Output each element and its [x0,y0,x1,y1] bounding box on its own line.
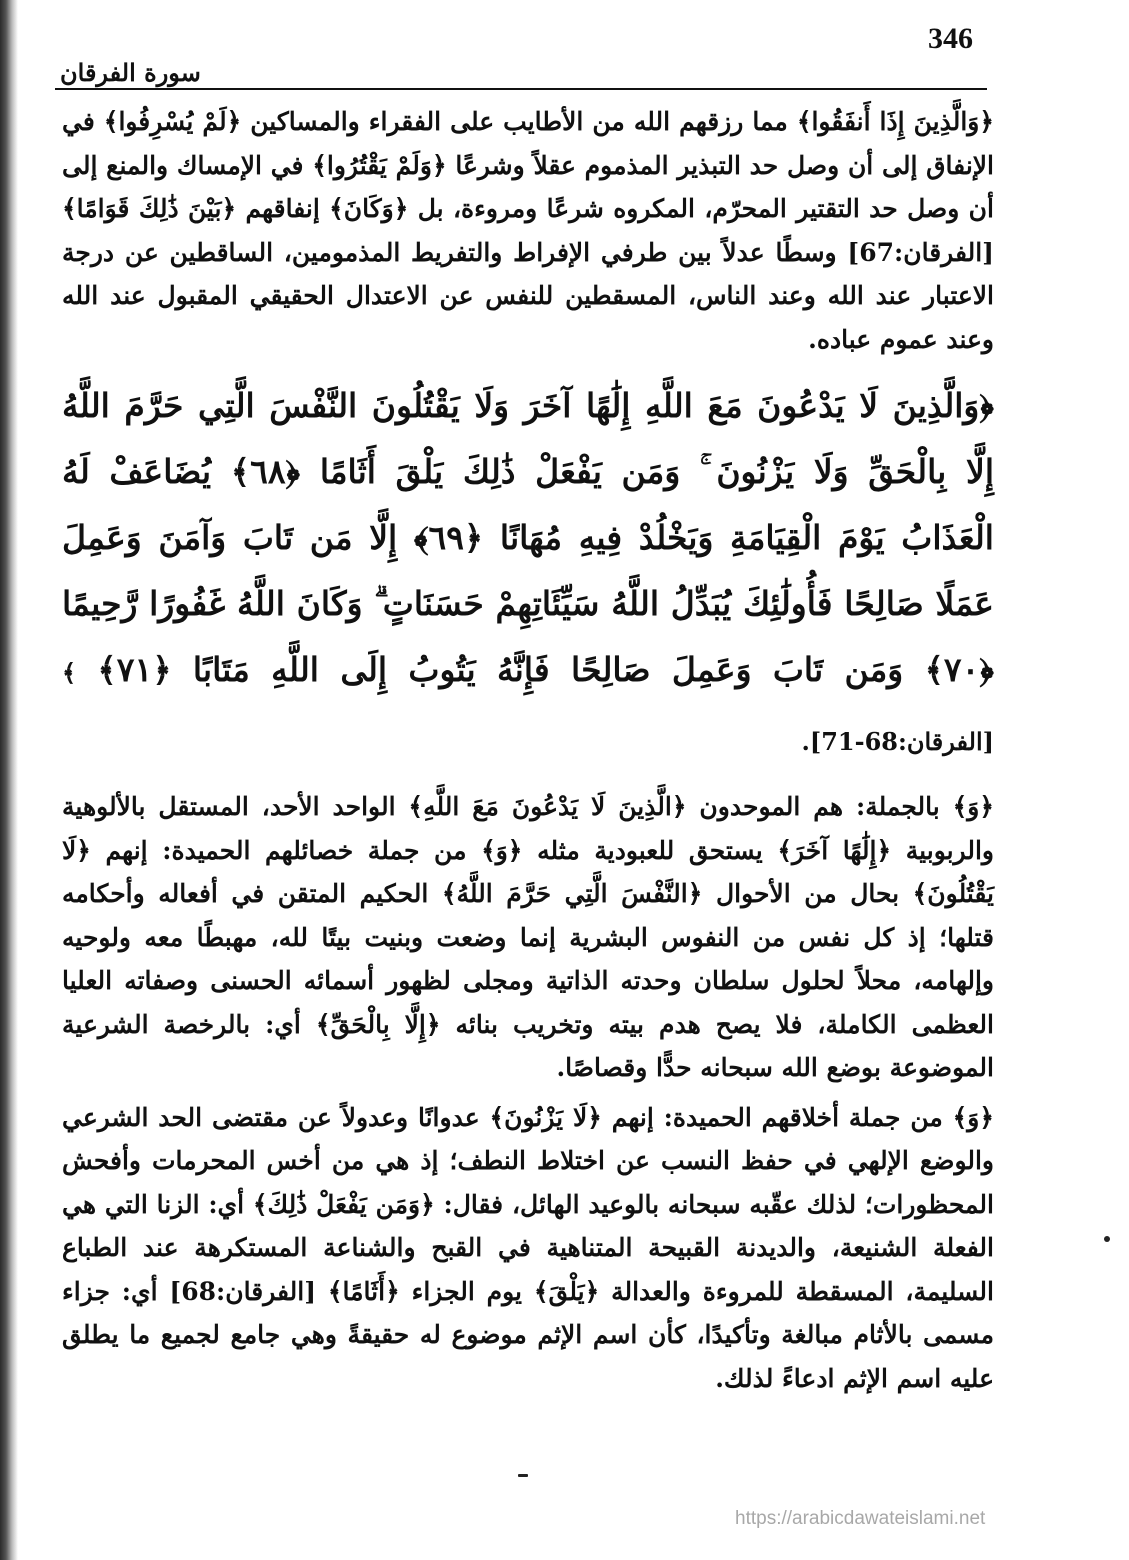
page-number: 346 [928,22,973,55]
footer-url[interactable]: https://arabicdawateislami.net [735,1508,986,1529]
verse-text: ﴿وَالَّذِينَ لَا يَدْعُونَ مَعَ اللَّهِ إِلَٰهًا آخَرَ وَلَا يَقْتُلُونَ النَّفْسَ الَّتِي حَرَّمَ اللَّهُ إِلَّا بِالْحَقِّ وَلَا يَزْنُونَ ۚ وَمَن يَفْعَلْ ذَٰلِكَ يَلْقَ أَثَامًا ﴿٦٨﴾ يُضَاعَفْ لَهُ الْعَذَابُ يَوْمَ الْقِيَامَةِ وَيَخْلُدْ فِيهِ مُهَانًا ﴿٦٩﴾ إِلَّا مَن تَابَ وَآمَنَ وَعَمِلَ عَمَلًا صَالِحًا فَأُولَٰئِكَ يُبَدِّلُ اللَّهُ سَيِّئَاتِهِمْ حَسَنَاتٍ ۗ وَكَانَ اللَّهُ غَفُورًا رَّحِيمًا ﴿٧٠﴾ وَمَن تَابَ وَعَمِلَ صَالِحًا فَإِنَّهُ يَتُوبُ إِلَى اللَّهِ مَتَابًا ﴿٧١﴾ [62,386,995,689]
paragraph-intro: ﴿وَالَّذِينَ إِذَا أَنفَقُوا﴾ مما رزقهم الله من الأطايب على الفقراء والمساكين ﴿لَمْ يُسْرِفُوا﴾ في الإنفاق إلى أن وصل حد التبذير المذموم عقلاً وشرعًا ﴿وَلَمْ يَقْتُرُوا﴾ في الإمساك والمنع إلى أن وصل حد التقتير المحرّم، المكروه شرعًا ومروءة، بل ﴿وَكَانَ﴾ إنفاقهم ﴿بَيْنَ ذَٰلِكَ قَوَامًا﴾ [الفرقان:67] وسطًا عدلاً بين طرفي الإفراط والتفريط المذمومين، الساقطين عن درجة الاعتبار عند الله وعند الناس، المسقطين للنفس عن الاعتدال الحقيقي المقبول عند الله وعند عموم عباده. [62,107,994,354]
quran-verse-block [62,373,994,775]
paragraph-commentary-1: ﴿وَ﴾ بالجملة: هم الموحدون ﴿الَّذِينَ لَا يَدْعُونَ مَعَ اللَّهِ﴾ الواحد الأحد، المستقل بالألوهية والربوبية ﴿إِلَٰهًا آخَرَ﴾ يستحق للعبودية مثله ﴿وَ﴾ من جملة خصائلهم الحميدة: إنهم ﴿لَا يَقْتُلُونَ﴾ بحال من الأحوال ﴿النَّفْسَ الَّتِي حَرَّمَ اللَّهُ﴾ الحكيم المتقن في أفعاله وأحكامه قتلها؛ إذ كل نفس من النفوس البشرية إنما وضعت وبنيت بيتًا لله، مهبطًا معه ولوحيه وإلهامه، محلاً لحلول سلطان وحدته الذاتية ومجلى لظهور أسمائه الحسنى وصفاته العليا العظمى الكاملة، فلا يصح هدم بيته وتخريب بنائه ﴿إِلَّا بِالْحَقِّ﴾ أي: بالرخصة الشرعية الموضوعة بوضع الله سبحانه حدًّا وقصاصًا. [62,792,994,1082]
surah-title: سورة الفرقان [60,58,201,87]
scan-speck [518,1474,528,1477]
verse-reference: ﴾ [الفرقان:68-71]. [62,658,994,756]
scan-speck [1104,1236,1110,1242]
header-rule [55,88,987,90]
page-body [62,100,994,1400]
paragraph-commentary-2: ﴿وَ﴾ من جملة أخلاقهم الحميدة: إنهم ﴿لَا يَزْنُونَ﴾ عدوانًا وعدولاً عن مقتضى الحد الشرعي والوضع الإلهي في حفظ النسب عن اختلاط النطف؛ إذ هي من أخس المحرمات وأفحش المحظورات؛ لذلك عقّبه سبحانه بالوعيد الهائل، فقال: ﴿وَمَن يَفْعَلْ ذَٰلِكَ﴾ أي: الزنا التي هي الفعلة الشنيعة، والديدنة القبيحة المتناهية في القبح والشناعة المستكرهة عند الطباع السليمة، المسقطة للمروءة والعدالة ﴿يَلْقَ﴾ يوم الجزاء ﴿أَثَامًا﴾ [الفرقان:68] أي: جزاء مسمى بالأثام مبالغة وتأكيدًا، كأن اسم الإثم موضوع له حقيقةً وهي جامع لجميع ما يطلق عليه اسم الإثم ادعاءً لذلك. [62,1102,994,1393]
scan-edge [0,0,18,1560]
